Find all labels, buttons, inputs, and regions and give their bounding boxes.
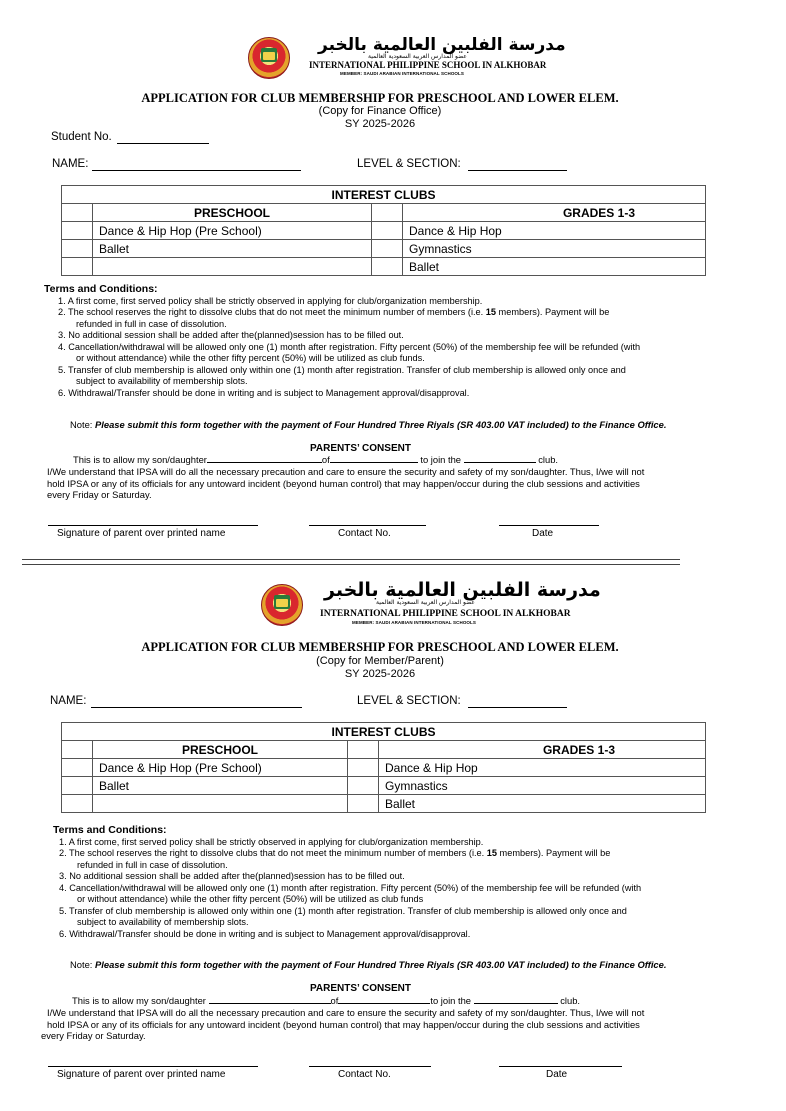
term-2: 2. The school reserves the right to dissolve clubs that do not meet the minimum number of members (i.e. 15 members). Payment will be bbox=[59, 848, 611, 858]
term-3: 3. No additional session shall be added after the(planned)session has to be filled out. bbox=[58, 330, 404, 340]
level-section-field[interactable] bbox=[468, 707, 567, 708]
club-option: Ballet bbox=[93, 777, 348, 795]
level-section-label: LEVEL & SECTION: bbox=[357, 695, 461, 707]
term-3: 3. No additional session shall be added after the(planned)session has to be filled out. bbox=[59, 871, 405, 881]
term-6: 6. Withdrawal/Transfer should be done in writing and is subject to Management approval/disapproval. bbox=[59, 928, 471, 939]
checkbox-cell[interactable] bbox=[348, 741, 379, 759]
interest-clubs-table bbox=[61, 185, 706, 276]
consent-paragraph: I/We understand that IPSA will do all the necessary precaution and care to ensure the security and safety of my son/daughter. Thus, I/we will not hold IPSA or any of its officials for any untoward incident (beyond human control) that may happen/occur during the club sessions and activities every Friday or Saturday. bbox=[47, 466, 645, 500]
term-5: 5. Transfer of club membership is allowed only within one (1) month after registration. Transfer of club membership is allowed only once and bbox=[58, 364, 626, 375]
contact-label: Contact No. bbox=[338, 528, 391, 539]
terms-section bbox=[53, 825, 753, 940]
school-member-line: MEMBER: SAUDI ARABIAN INTERNATIONAL SCHOOLS bbox=[352, 620, 476, 625]
student-no-label: Student No. bbox=[51, 131, 112, 143]
club-checkbox[interactable] bbox=[62, 777, 93, 795]
term-5: 5. Transfer of club membership is allowed only within one (1) month after registration. Transfer of club membership is allowed only once and bbox=[59, 905, 627, 916]
club-option: Ballet bbox=[93, 240, 372, 258]
parent-signature-label: Signature of parent over printed name bbox=[57, 1069, 226, 1080]
club-checkbox[interactable] bbox=[372, 240, 403, 258]
club-option: Dance & Hip Hop (Pre School) bbox=[93, 759, 348, 777]
school-arabic-subtitle: عضو المدارس العربية السعودية العالمية bbox=[376, 599, 475, 606]
club-checkbox[interactable] bbox=[348, 759, 379, 777]
school-member-line: MEMBER: SAUDI ARABIAN INTERNATIONAL SCHOOLS bbox=[340, 71, 464, 76]
term-2-cont: refunded in full in case of dissolution. bbox=[76, 318, 227, 329]
school-arabic-name: مدرسة الفلبين العالمية بالخبر bbox=[318, 35, 566, 55]
term-1: 1. A first come, first served policy shall be strictly observed in applying for club/organization membership. bbox=[58, 295, 483, 306]
level-section-label: LEVEL & SECTION: bbox=[357, 158, 461, 170]
club-option: Ballet bbox=[403, 258, 706, 276]
parent-signature-field[interactable] bbox=[48, 525, 258, 526]
school-logo bbox=[261, 584, 303, 626]
preschool-header: PRESCHOOL bbox=[93, 741, 348, 759]
school-english-name: INTERNATIONAL PHILIPPINE SCHOOL IN ALKHOBAR bbox=[309, 60, 547, 70]
club-option: Gymnastics bbox=[379, 777, 706, 795]
consent-heading: PARENTS’ CONSENT bbox=[310, 983, 411, 994]
school-year: SY 2025-2026 bbox=[344, 118, 416, 130]
term-4-cont: or without attendance) while the other fifty percent (50%) will be utilized as club funds. bbox=[76, 353, 425, 363]
consent-statement: This is to allow my son/daughter of to join the club. bbox=[73, 454, 559, 465]
terms-heading: Terms and Conditions: bbox=[44, 283, 158, 295]
date-label: Date bbox=[532, 528, 554, 539]
club-checkbox[interactable] bbox=[62, 222, 93, 240]
term-2: 2. The school reserves the right to dissolve clubs that do not meet the minimum number of members (i.e. 15 members). Payment will be bbox=[58, 307, 610, 317]
grades-header: GRADES 1-3 bbox=[379, 741, 706, 759]
club-option bbox=[93, 795, 348, 813]
name-field[interactable] bbox=[92, 170, 301, 171]
club-option bbox=[93, 258, 372, 276]
date-field[interactable] bbox=[499, 1066, 622, 1067]
checkbox-cell[interactable] bbox=[372, 204, 403, 222]
term-4: 4. Cancellation/withdrawal will be allowed only one (1) month after registration. Fifty percent (50%) of the membership fee will be refunded (with bbox=[58, 341, 641, 352]
club-checkbox[interactable] bbox=[372, 258, 403, 276]
club-checkbox[interactable] bbox=[348, 795, 379, 813]
school-english-name: INTERNATIONAL PHILIPPINE SCHOOL IN ALKHOBAR bbox=[320, 609, 571, 619]
club-checkbox[interactable] bbox=[62, 240, 93, 258]
contact-field[interactable] bbox=[309, 1066, 431, 1067]
term-4: 4. Cancellation/withdrawal will be allowed only one (1) month after registration. Fifty percent (50%) of the membership fee will be refunded (with bbox=[59, 882, 642, 893]
club-option: Ballet bbox=[379, 795, 706, 813]
copy-label: (Copy for Finance Office) bbox=[318, 105, 442, 117]
parent-signature-label: Signature of parent over printed name bbox=[57, 528, 226, 539]
clubs-table-title: INTEREST CLUBS bbox=[62, 186, 706, 204]
school-year: SY 2025-2026 bbox=[344, 668, 416, 680]
clubs-table-title: INTEREST CLUBS bbox=[62, 723, 706, 741]
interest-clubs-table bbox=[61, 722, 706, 813]
parent-signature-field[interactable] bbox=[48, 1066, 258, 1067]
terms-heading: Terms and Conditions: bbox=[53, 824, 167, 836]
term-2-cont: refunded in full in case of dissolution. bbox=[77, 859, 228, 870]
date-field[interactable] bbox=[499, 525, 599, 526]
club-checkbox[interactable] bbox=[62, 795, 93, 813]
club-option: Dance & Hip Hop bbox=[379, 759, 706, 777]
form-title: APPLICATION FOR CLUB MEMBERSHIP FOR PRESCHOOL AND LOWER ELEM. bbox=[141, 91, 619, 105]
club-checkbox[interactable] bbox=[372, 222, 403, 240]
club-checkbox[interactable] bbox=[62, 258, 93, 276]
school-logo bbox=[248, 37, 290, 79]
consent-paragraph: I/We understand that IPSA will do all the necessary precaution and care to ensure the security and safety of my son/daughter. Thus, I/we will not hold IPSA or any of its officials for any untoward incident (beyond human control) that may happen/occur during the club sessions and activities every Friday or Saturday. bbox=[41, 1007, 645, 1041]
payment-note: Note: Please submit this form together with the payment of Four Hundred Three Riyals (SR 403.00 VAT included) to the Finance Office. bbox=[70, 959, 667, 970]
payment-note: Note: Please submit this form together with the payment of Four Hundred Three Riyals (SR 403.00 VAT included) to the Finance Office. bbox=[70, 419, 667, 430]
contact-label: Contact No. bbox=[338, 1069, 391, 1080]
grades-header: GRADES 1-3 bbox=[403, 204, 706, 222]
school-arabic-name: مدرسة الفلبين العالمية بالخبر bbox=[324, 579, 601, 601]
term-5-cont: subject to availability of membership slots. bbox=[77, 917, 249, 927]
club-checkbox[interactable] bbox=[62, 759, 93, 777]
student-no-field[interactable] bbox=[117, 143, 209, 144]
club-option: Gymnastics bbox=[403, 240, 706, 258]
term-4-cont: or without attendance) while the other fifty percent (50%) will be utilized as club funds bbox=[77, 894, 424, 904]
date-label: Date bbox=[546, 1069, 568, 1080]
checkbox-cell[interactable] bbox=[62, 741, 93, 759]
preschool-header: PRESCHOOL bbox=[93, 204, 372, 222]
term-5-cont: subject to availability of membership slots. bbox=[76, 376, 248, 386]
copy-label: (Copy for Member/Parent) bbox=[316, 655, 444, 667]
consent-heading: PARENTS’ CONSENT bbox=[310, 443, 411, 454]
level-section-field[interactable] bbox=[468, 170, 567, 171]
term-6: 6. Withdrawal/Transfer should be done in writing and is subject to Management approval/disapproval. bbox=[58, 387, 470, 398]
club-checkbox[interactable] bbox=[348, 777, 379, 795]
club-option: Dance & Hip Hop bbox=[403, 222, 706, 240]
name-label: NAME: bbox=[52, 158, 89, 170]
term-1: 1. A first come, first served policy shall be strictly observed in applying for club/organization membership. bbox=[59, 836, 484, 847]
consent-statement: This is to allow my son/daughter of to join the club. bbox=[72, 995, 581, 1006]
cut-line-divider bbox=[22, 559, 680, 565]
club-option: Dance & Hip Hop (Pre School) bbox=[93, 222, 372, 240]
checkbox-cell[interactable] bbox=[62, 204, 93, 222]
name-field[interactable] bbox=[91, 707, 302, 708]
contact-field[interactable] bbox=[309, 525, 426, 526]
terms-section bbox=[44, 284, 744, 399]
name-label: NAME: bbox=[50, 695, 87, 707]
form-title: APPLICATION FOR CLUB MEMBERSHIP FOR PRESCHOOL AND LOWER ELEM. bbox=[141, 640, 619, 654]
school-arabic-subtitle: عضو المدارس العربية السعودية العالمية bbox=[368, 53, 467, 60]
